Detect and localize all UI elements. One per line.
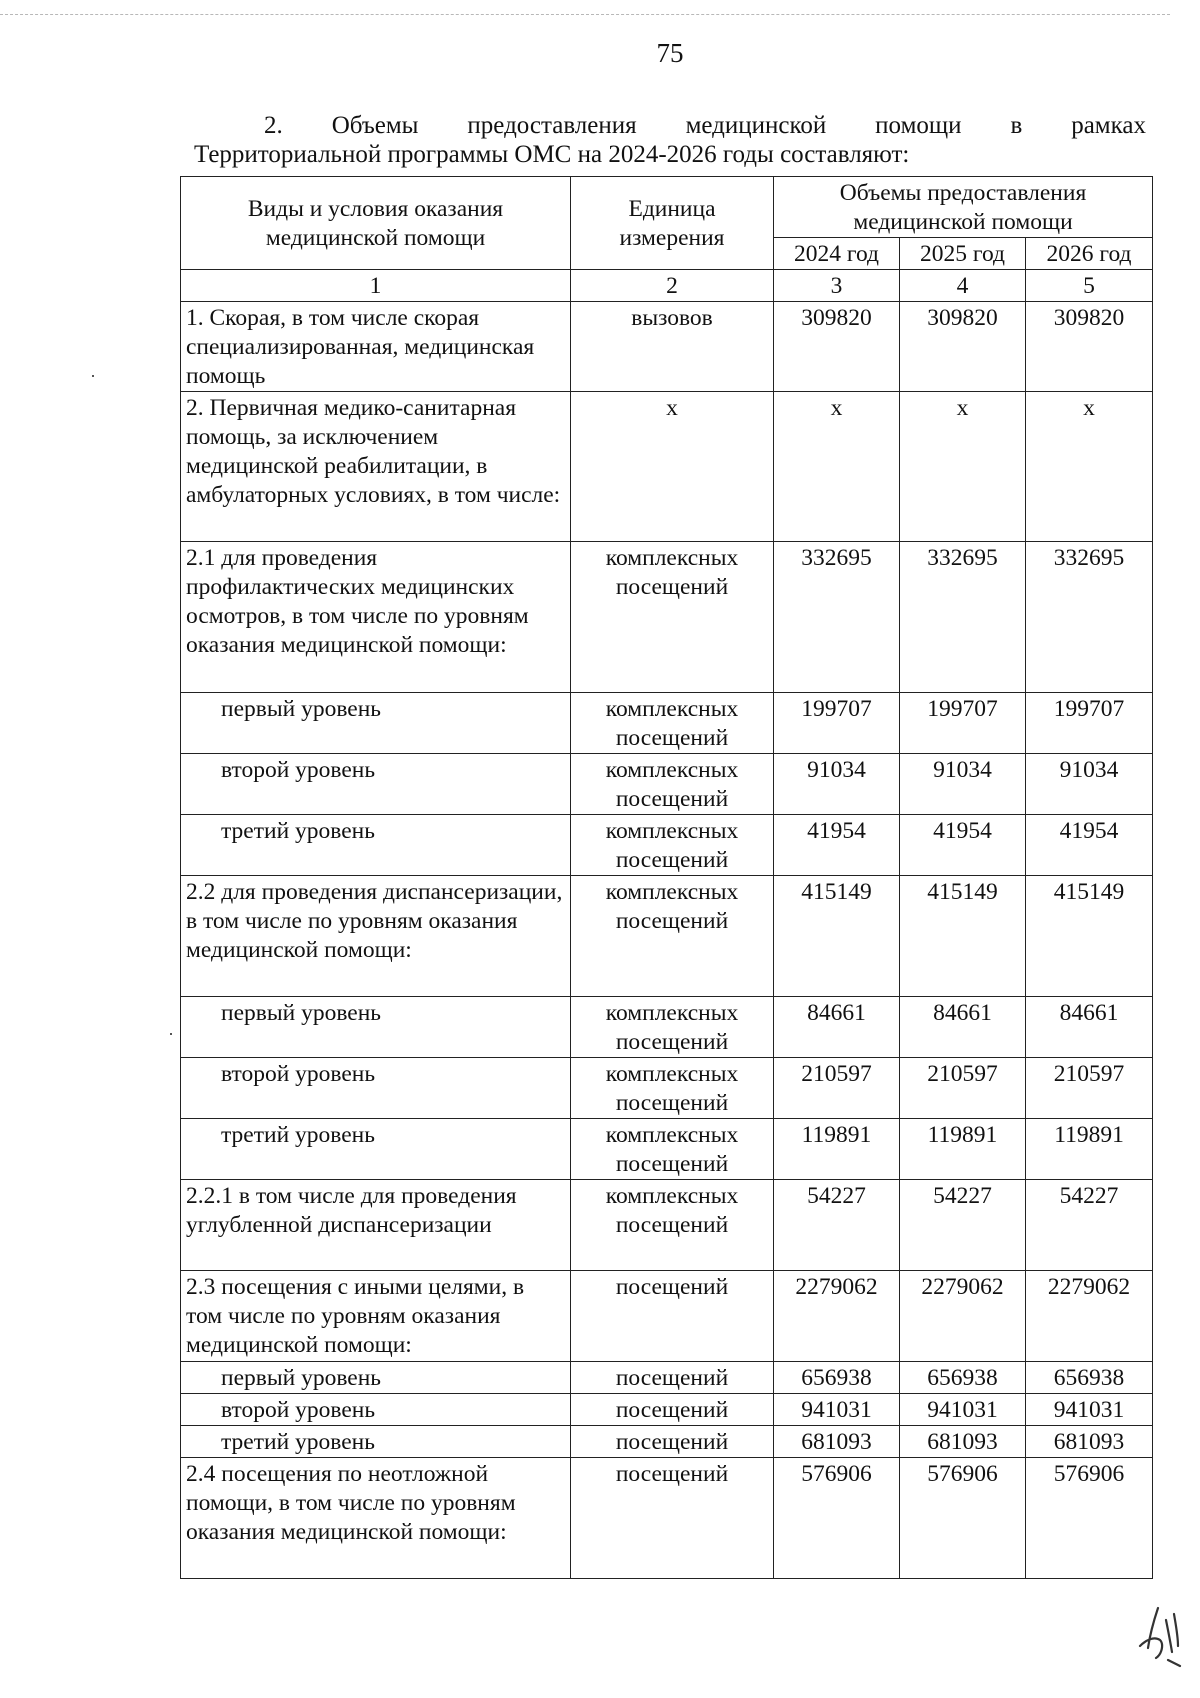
row-value-2026: 332695 [1026, 542, 1153, 693]
row-value-2025: 309820 [900, 302, 1026, 392]
table-row [181, 754, 1153, 815]
row-name: второй уровень [181, 754, 571, 815]
table-row [181, 392, 1153, 542]
table-row [181, 302, 1153, 392]
row-name: 1. Скорая, в том числе скорая специализированная, медицинская помощь [181, 302, 571, 392]
table-row [181, 1362, 1153, 1394]
table-row [181, 542, 1153, 693]
row-value-2024: 91034 [774, 754, 900, 815]
row-value-2025: 2279062 [900, 1271, 1026, 1362]
row-value-2026: 41954 [1026, 815, 1153, 876]
row-name: 2. Первичная медико-санитарная помощь, за исключением медицинской реабилитации, в амбулаторных условиях, в том числе: [181, 392, 571, 542]
row-unit: посещений [571, 1458, 774, 1579]
table-row [181, 693, 1153, 754]
row-value-2024: 332695 [774, 542, 900, 693]
page-number: 75 [656, 38, 684, 68]
header-volumes-group: Объемы предоставления медицинской помощи [774, 177, 1153, 238]
table-row [181, 876, 1153, 997]
row-value-2025: 41954 [900, 815, 1026, 876]
row-value-2025: 199707 [900, 693, 1026, 754]
row-value-2026: 54227 [1026, 1180, 1153, 1271]
column-number-5: 5 [1026, 270, 1153, 302]
row-unit: комплексных посещений [571, 997, 774, 1058]
row-value-2025: 119891 [900, 1119, 1026, 1180]
section-heading-line-1: 2. Объемы предоставления медицинской помощи в рамках [264, 112, 1146, 139]
section-heading-line-2: Территориальной программы ОМС на 2024-2026 годы составляют: [194, 141, 910, 168]
row-value-2025: 415149 [900, 876, 1026, 997]
column-number-2: 2 [571, 270, 774, 302]
table-row [181, 1119, 1153, 1180]
row-value-2024: х [774, 392, 900, 542]
table-row [181, 1058, 1153, 1119]
volumes-table [180, 176, 1153, 1579]
row-value-2026: 656938 [1026, 1362, 1153, 1394]
row-name: 2.2.1 в том числе для проведения углубленной диспансеризации [181, 1180, 571, 1271]
row-value-2025: 576906 [900, 1458, 1026, 1579]
row-name: третий уровень [181, 815, 571, 876]
row-value-2024: 119891 [774, 1119, 900, 1180]
table-row [181, 1271, 1153, 1362]
row-value-2024: 576906 [774, 1458, 900, 1579]
row-unit: комплексных посещений [571, 1180, 774, 1271]
row-name: 2.2 для проведения диспансеризации, в том числе по уровням оказания медицинской помощи: [181, 876, 571, 997]
row-value-2026: х [1026, 392, 1153, 542]
handwritten-mark [1128, 1600, 1188, 1670]
row-value-2026: 91034 [1026, 754, 1153, 815]
row-unit: х [571, 392, 774, 542]
row-unit: комплексных посещений [571, 1119, 774, 1180]
row-value-2024: 681093 [774, 1426, 900, 1458]
row-unit: комплексных посещений [571, 1058, 774, 1119]
row-unit: вызовов [571, 302, 774, 392]
row-value-2024: 84661 [774, 997, 900, 1058]
row-name: второй уровень [181, 1394, 571, 1426]
row-value-2024: 309820 [774, 302, 900, 392]
scan-speck [92, 375, 94, 377]
row-value-2026: 2279062 [1026, 1271, 1153, 1362]
row-value-2024: 199707 [774, 693, 900, 754]
table-row [181, 1180, 1153, 1271]
scan-speck [170, 1033, 172, 1035]
row-name: третий уровень [181, 1119, 571, 1180]
row-unit: комплексных посещений [571, 693, 774, 754]
column-number-3: 3 [774, 270, 900, 302]
row-value-2026: 415149 [1026, 876, 1153, 997]
row-unit: комплексных посещений [571, 815, 774, 876]
header-kind-of-care: Виды и условия оказания медицинской помощи [181, 177, 571, 270]
row-value-2026: 576906 [1026, 1458, 1153, 1579]
row-value-2026: 941031 [1026, 1394, 1153, 1426]
row-value-2026: 210597 [1026, 1058, 1153, 1119]
header-year-2025: 2025 год [900, 238, 1026, 270]
row-unit: комплексных посещений [571, 754, 774, 815]
row-value-2024: 656938 [774, 1362, 900, 1394]
row-value-2026: 199707 [1026, 693, 1153, 754]
row-value-2024: 941031 [774, 1394, 900, 1426]
row-value-2025: 332695 [900, 542, 1026, 693]
row-unit: посещений [571, 1394, 774, 1426]
row-value-2024: 210597 [774, 1058, 900, 1119]
row-value-2025: 91034 [900, 754, 1026, 815]
row-value-2026: 119891 [1026, 1119, 1153, 1180]
row-value-2024: 415149 [774, 876, 900, 997]
row-value-2024: 2279062 [774, 1271, 900, 1362]
row-name: 2.3 посещения с иными целями, в том числе по уровням оказания медицинской помощи: [181, 1271, 571, 1362]
row-unit: посещений [571, 1426, 774, 1458]
column-number-4: 4 [900, 270, 1026, 302]
row-name: первый уровень [181, 1362, 571, 1394]
table-row [181, 1426, 1153, 1458]
row-unit: посещений [571, 1271, 774, 1362]
row-name: второй уровень [181, 1058, 571, 1119]
header-year-2026: 2026 год [1026, 238, 1153, 270]
table-row [181, 997, 1153, 1058]
row-value-2025: 681093 [900, 1426, 1026, 1458]
row-value-2025: х [900, 392, 1026, 542]
section-heading [194, 111, 1146, 169]
scan-edge-line [0, 14, 1170, 15]
row-value-2025: 84661 [900, 997, 1026, 1058]
row-name: третий уровень [181, 1426, 571, 1458]
row-unit: комплексных посещений [571, 542, 774, 693]
row-value-2026: 84661 [1026, 997, 1153, 1058]
header-year-2024: 2024 год [774, 238, 900, 270]
row-value-2024: 41954 [774, 815, 900, 876]
row-value-2026: 309820 [1026, 302, 1153, 392]
table-row [181, 1394, 1153, 1426]
row-name: первый уровень [181, 997, 571, 1058]
table-row [181, 815, 1153, 876]
row-unit: посещений [571, 1362, 774, 1394]
row-name: 2.1 для проведения профилактических медицинских осмотров, в том числе по уровням оказания медицинской помощи: [181, 542, 571, 693]
row-value-2024: 54227 [774, 1180, 900, 1271]
row-name: 2.4 посещения по неотложной помощи, в том числе по уровням оказания медицинской помощи: [181, 1458, 571, 1579]
column-number-1: 1 [181, 270, 571, 302]
row-name: первый уровень [181, 693, 571, 754]
row-value-2026: 681093 [1026, 1426, 1153, 1458]
row-value-2025: 54227 [900, 1180, 1026, 1271]
row-value-2025: 210597 [900, 1058, 1026, 1119]
row-value-2025: 941031 [900, 1394, 1026, 1426]
header-unit: Единица измерения [571, 177, 774, 270]
row-value-2025: 656938 [900, 1362, 1026, 1394]
table-row [181, 1458, 1153, 1579]
row-unit: комплексных посещений [571, 876, 774, 997]
